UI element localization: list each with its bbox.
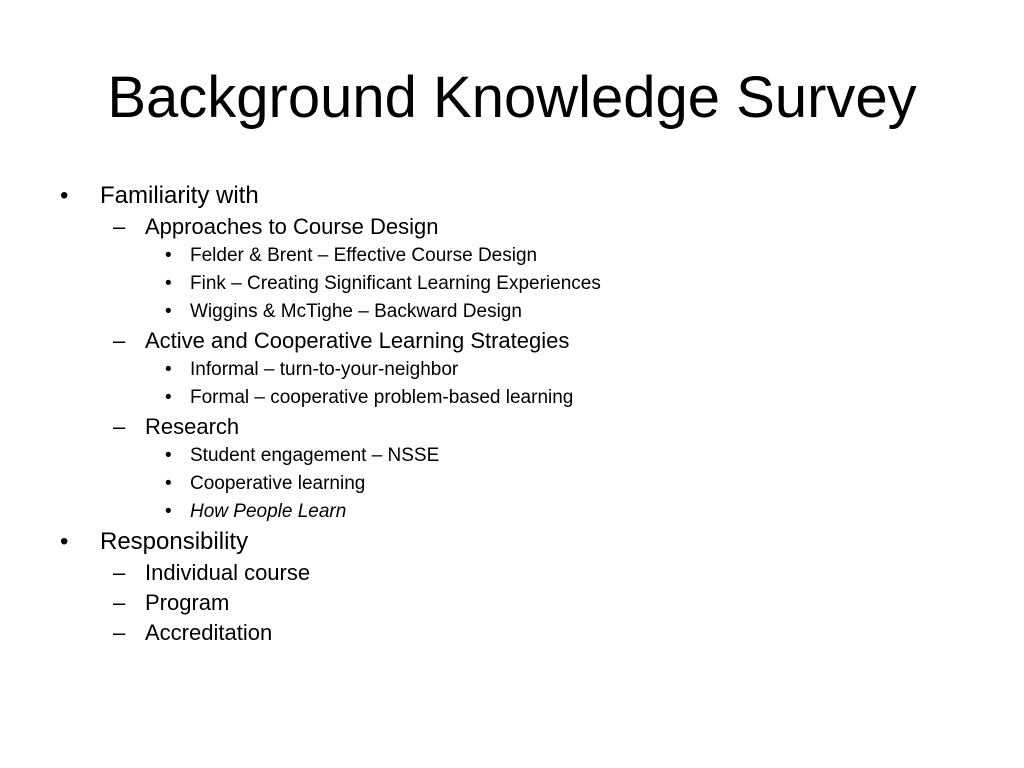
list-item (0, 558, 1000, 588)
list-item-text: Wiggins & McTighe – Backward Design (190, 301, 522, 322)
list-item (0, 588, 1000, 618)
list-item-text: Formal – cooperative problem-based learning (190, 387, 574, 408)
list-item (0, 270, 1000, 298)
list-item (0, 356, 1000, 384)
list-item-text: How People Learn (190, 501, 347, 522)
bullet-list (0, 180, 1000, 648)
list-item (0, 242, 1000, 270)
list-item (0, 470, 1000, 498)
list-item (0, 526, 1000, 558)
bullet-marker: • (165, 501, 172, 522)
list-item-text: Accreditation (145, 620, 273, 645)
dash-marker: – (113, 590, 126, 615)
list-item (0, 442, 1000, 470)
bullet-marker: • (60, 528, 69, 555)
bullet-marker: • (165, 273, 172, 294)
bullet-marker: • (165, 473, 172, 494)
list-item (0, 326, 1000, 356)
slide-title: Background Knowledge Survey (107, 65, 917, 130)
list-item-text: Familiarity with (100, 182, 259, 209)
dash-marker: – (113, 414, 126, 439)
list-item (0, 212, 1000, 242)
bullet-marker: • (60, 182, 69, 209)
list-item-text: Informal – turn-to-your-neighbor (190, 359, 459, 380)
list-item-text: Active and Cooperative Learning Strategies (145, 328, 570, 353)
list-item (0, 298, 1000, 326)
list-item-text: Cooperative learning (190, 473, 366, 494)
list-item (0, 412, 1000, 442)
list-item-text: Program (145, 590, 230, 615)
list-item (0, 618, 1000, 648)
bullet-marker: • (165, 359, 172, 380)
list-item-text: Research (145, 414, 240, 439)
list-item (0, 384, 1000, 412)
dash-marker: – (113, 214, 126, 239)
bullet-marker: • (165, 445, 172, 466)
bullet-marker: • (165, 245, 172, 266)
bullet-marker: • (165, 301, 172, 322)
list-item (0, 498, 1000, 526)
list-item (0, 180, 1000, 212)
list-item-text: Individual course (145, 560, 311, 585)
list-item-text: Student engagement – NSSE (190, 445, 440, 466)
dash-marker: – (113, 328, 126, 353)
bullet-marker: • (165, 387, 172, 408)
list-item-text: Fink – Creating Significant Learning Experiences (190, 273, 601, 294)
dash-marker: – (113, 620, 126, 645)
list-item-text: Approaches to Course Design (145, 214, 439, 239)
dash-marker: – (113, 560, 126, 585)
list-item-text: Felder & Brent – Effective Course Design (190, 245, 538, 266)
list-item-text: Responsibility (100, 528, 249, 555)
